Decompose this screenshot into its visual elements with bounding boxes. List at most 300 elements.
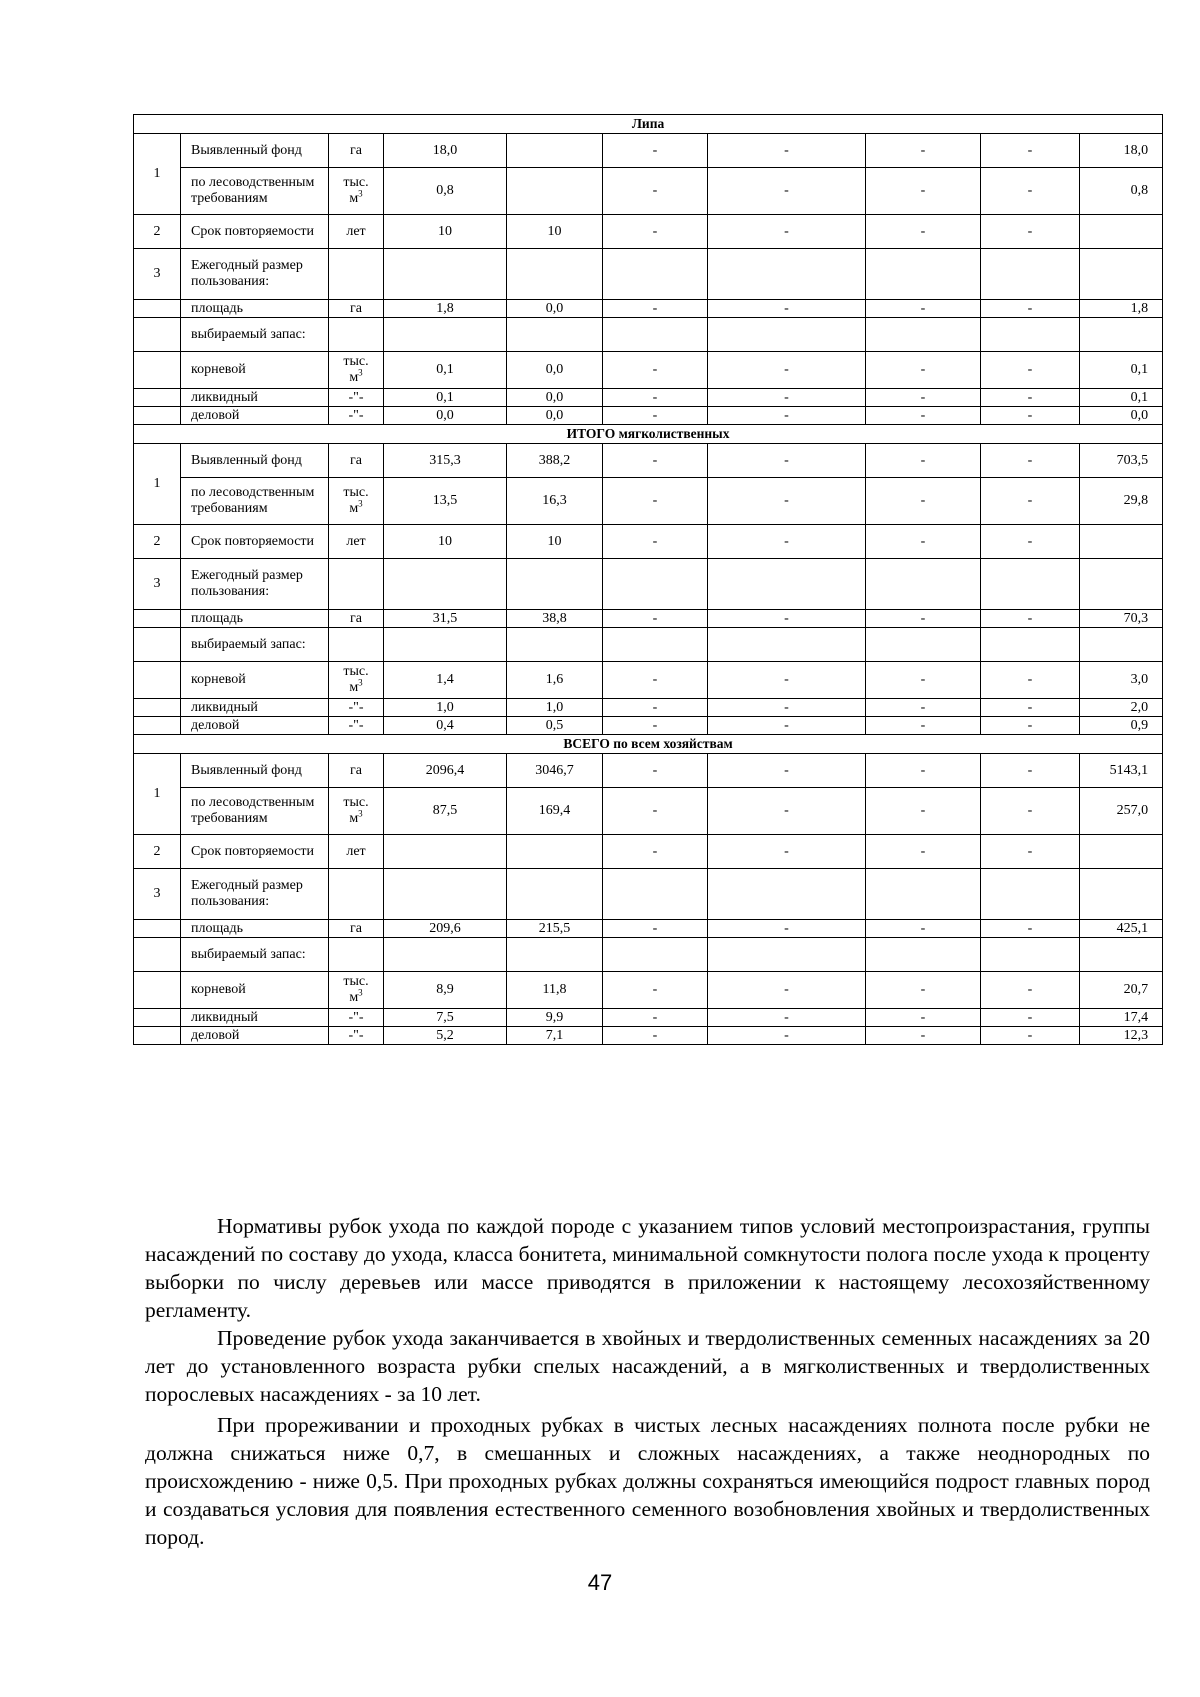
dash-cell	[866, 628, 981, 662]
dash-cell	[866, 938, 981, 972]
dash-cell: -	[603, 352, 708, 389]
dash-cell: -	[708, 835, 866, 869]
dash-cell: -	[981, 389, 1080, 407]
dash-cell: -	[603, 215, 708, 249]
dash-cell: -	[708, 788, 866, 835]
section-title: ИТОГО мягколиственных	[134, 425, 1163, 444]
dash-cell: -	[981, 134, 1080, 168]
total-cell	[1080, 215, 1163, 249]
row-number: 3	[134, 869, 181, 920]
total-cell: 29,8	[1080, 478, 1163, 525]
dash-cell: -	[708, 1027, 866, 1045]
param-label: Выявленный фонд	[181, 444, 329, 478]
value-cell: 1,4	[384, 662, 507, 699]
dash-cell	[866, 249, 981, 300]
dash-cell	[708, 869, 866, 920]
param-label: выбираемый запас:	[181, 318, 329, 352]
unit-cube: 3	[358, 188, 363, 199]
total-cell: 0,0	[1080, 407, 1163, 425]
value-cell: 7,5	[384, 1009, 507, 1027]
dash-cell: -	[866, 835, 981, 869]
unit-cell	[329, 168, 384, 215]
unit-thousand: тыс.	[343, 175, 369, 190]
dash-cell: -	[708, 300, 866, 318]
unit-cell: -"-	[329, 1027, 384, 1045]
unit-cell	[329, 352, 384, 389]
dash-cell	[603, 249, 708, 300]
unit-thousand: тыс.	[343, 664, 369, 679]
dash-cell	[603, 869, 708, 920]
table-row	[134, 318, 1163, 352]
param-label: деловой	[181, 1027, 329, 1045]
dash-cell: -	[981, 1027, 1080, 1045]
row-number-empty	[134, 1027, 181, 1045]
dash-cell: -	[981, 610, 1080, 628]
unit-cell: -"-	[329, 699, 384, 717]
value-cell: 0,1	[384, 352, 507, 389]
param-label: корневой	[181, 662, 329, 699]
unit-meter: м	[349, 811, 359, 826]
dash-cell: -	[981, 835, 1080, 869]
dash-cell: -	[866, 352, 981, 389]
unit-cube: 3	[358, 498, 363, 509]
unit-cell: -"-	[329, 1009, 384, 1027]
value-cell	[384, 559, 507, 610]
value-cell: 87,5	[384, 788, 507, 835]
dash-cell: -	[708, 920, 866, 938]
table-row	[134, 835, 1163, 869]
value-cell: 388,2	[507, 444, 603, 478]
dash-cell	[981, 249, 1080, 300]
dash-cell: -	[708, 407, 866, 425]
dash-cell: -	[866, 754, 981, 788]
row-number-empty	[134, 972, 181, 1009]
dash-cell: -	[981, 788, 1080, 835]
value-cell	[507, 835, 603, 869]
unit-cell: -"-	[329, 389, 384, 407]
param-label: ликвидный	[181, 1009, 329, 1027]
value-cell: 1,6	[507, 662, 603, 699]
dash-cell: -	[866, 478, 981, 525]
dash-cell: -	[603, 662, 708, 699]
row-number: 3	[134, 559, 181, 610]
dash-cell: -	[603, 788, 708, 835]
table-row	[134, 717, 1163, 735]
unit-cell: лет	[329, 215, 384, 249]
param-label: выбираемый запас:	[181, 938, 329, 972]
value-cell: 10	[507, 215, 603, 249]
dash-cell: -	[981, 662, 1080, 699]
value-cell: 11,8	[507, 972, 603, 1009]
total-cell: 12,3	[1080, 1027, 1163, 1045]
dash-cell: -	[866, 300, 981, 318]
total-cell	[1080, 318, 1163, 352]
table-row	[134, 478, 1163, 525]
dash-cell	[866, 318, 981, 352]
section-title: ВСЕГО по всем хозяйствам	[134, 735, 1163, 754]
value-cell: 9,9	[507, 1009, 603, 1027]
dash-cell	[603, 938, 708, 972]
total-cell	[1080, 869, 1163, 920]
value-cell: 0,0	[384, 407, 507, 425]
dash-cell: -	[866, 1009, 981, 1027]
dash-cell: -	[708, 525, 866, 559]
dash-cell: -	[708, 168, 866, 215]
dash-cell: -	[866, 1027, 981, 1045]
unit-meter: м	[349, 370, 359, 385]
row-number-empty	[134, 318, 181, 352]
unit-cell	[329, 938, 384, 972]
dash-cell: -	[603, 699, 708, 717]
unit-cell	[329, 628, 384, 662]
value-cell	[384, 938, 507, 972]
dash-cell	[603, 559, 708, 610]
dash-cell: -	[981, 525, 1080, 559]
dash-cell: -	[866, 662, 981, 699]
unit-cell	[329, 249, 384, 300]
total-cell	[1080, 938, 1163, 972]
unit-cell	[329, 318, 384, 352]
param-label: выбираемый запас:	[181, 628, 329, 662]
total-cell: 3,0	[1080, 662, 1163, 699]
unit-cell: -"-	[329, 407, 384, 425]
value-cell: 7,1	[507, 1027, 603, 1045]
value-cell	[384, 628, 507, 662]
dash-cell: -	[981, 717, 1080, 735]
dash-cell	[603, 628, 708, 662]
table-row	[134, 168, 1163, 215]
value-cell	[507, 134, 603, 168]
dash-cell: -	[981, 168, 1080, 215]
dash-cell: -	[708, 352, 866, 389]
param-label: площадь	[181, 610, 329, 628]
unit-cell: -"-	[329, 717, 384, 735]
value-cell: 0,0	[507, 300, 603, 318]
dash-cell	[981, 318, 1080, 352]
value-cell: 209,6	[384, 920, 507, 938]
forestry-table	[133, 114, 1163, 1045]
total-cell	[1080, 249, 1163, 300]
total-cell: 70,3	[1080, 610, 1163, 628]
dash-cell: -	[708, 754, 866, 788]
total-cell	[1080, 628, 1163, 662]
dash-cell: -	[603, 478, 708, 525]
value-cell: 3046,7	[507, 754, 603, 788]
dash-cell: -	[603, 168, 708, 215]
unit-thousand: тыс.	[343, 354, 369, 369]
table-row	[134, 610, 1163, 628]
dash-cell: -	[866, 407, 981, 425]
dash-cell	[981, 628, 1080, 662]
row-number: 2	[134, 215, 181, 249]
unit-meter: м	[349, 191, 359, 206]
dash-cell	[708, 559, 866, 610]
dash-cell: -	[603, 1027, 708, 1045]
param-label: Срок повторяемости	[181, 835, 329, 869]
unit-cell: га	[329, 134, 384, 168]
dash-cell: -	[866, 134, 981, 168]
dash-cell: -	[866, 972, 981, 1009]
paragraph-norms: Нормативы рубок ухода по каждой породе с указанием типов условий местопроизрастания, группы насаждений по составу до ухода, класса бонитета, минимальной сомкнутости полога после ухода к проценту выборки по числу деревьев или массе приводятся в приложении к настоящему лесохозяйственному регламенту.	[145, 1214, 1150, 1322]
value-cell	[507, 938, 603, 972]
param-label: ликвидный	[181, 389, 329, 407]
value-cell	[384, 835, 507, 869]
dash-cell: -	[708, 478, 866, 525]
dash-cell: -	[708, 215, 866, 249]
table-row	[134, 788, 1163, 835]
unit-cube: 3	[358, 808, 363, 819]
dash-cell: -	[708, 610, 866, 628]
dash-cell: -	[981, 1009, 1080, 1027]
table-row	[134, 215, 1163, 249]
dash-cell: -	[708, 1009, 866, 1027]
dash-cell: -	[603, 610, 708, 628]
value-cell	[384, 869, 507, 920]
dash-cell: -	[866, 444, 981, 478]
param-label: Ежегодный размер пользования:	[181, 249, 329, 300]
unit-cell	[329, 559, 384, 610]
dash-cell	[981, 869, 1080, 920]
dash-cell: -	[708, 134, 866, 168]
table-row	[134, 249, 1163, 300]
row-number-empty	[134, 628, 181, 662]
total-cell: 257,0	[1080, 788, 1163, 835]
row-number-empty	[134, 352, 181, 389]
unit-cell: га	[329, 444, 384, 478]
value-cell: 1,8	[384, 300, 507, 318]
dash-cell: -	[866, 920, 981, 938]
dash-cell: -	[981, 352, 1080, 389]
row-number: 1	[134, 754, 181, 835]
dash-cell: -	[981, 972, 1080, 1009]
unit-thousand: тыс.	[343, 485, 369, 500]
dash-cell: -	[981, 699, 1080, 717]
dash-cell: -	[708, 699, 866, 717]
value-cell: 315,3	[384, 444, 507, 478]
value-cell: 18,0	[384, 134, 507, 168]
total-cell: 425,1	[1080, 920, 1163, 938]
total-cell: 5143,1	[1080, 754, 1163, 788]
dash-cell: -	[866, 168, 981, 215]
dash-cell: -	[866, 610, 981, 628]
param-label: Ежегодный размер пользования:	[181, 559, 329, 610]
value-cell: 2096,4	[384, 754, 507, 788]
row-number-empty	[134, 938, 181, 972]
dash-cell	[866, 559, 981, 610]
row-number-empty	[134, 1009, 181, 1027]
total-cell: 20,7	[1080, 972, 1163, 1009]
unit-meter: м	[349, 990, 359, 1005]
unit-cube: 3	[358, 367, 363, 378]
dash-cell: -	[603, 444, 708, 478]
dash-cell	[708, 249, 866, 300]
param-label: по лесоводственным требованиям	[181, 168, 329, 215]
value-cell: 8,9	[384, 972, 507, 1009]
value-cell: 10	[507, 525, 603, 559]
dash-cell: -	[866, 788, 981, 835]
value-cell	[507, 168, 603, 215]
dash-cell: -	[603, 300, 708, 318]
param-label: площадь	[181, 920, 329, 938]
paragraph-thinning: При прореживании и проходных рубках в чистых лесных насаждениях полнота после рубки не должна снижаться ниже 0,7, в смешанных и сложных насаждениях, а также неоднородных по происхождению - ниже 0,5. При проходных рубках должны сохраняться имеющийся подрост главных пород и создаваться условия для появления естественного семенного возобновления хвойных и твердолиственных пород.	[145, 1413, 1150, 1549]
row-number-empty	[134, 699, 181, 717]
param-label: Выявленный фонд	[181, 754, 329, 788]
dash-cell: -	[866, 699, 981, 717]
param-label: Срок повторяемости	[181, 525, 329, 559]
dash-cell: -	[981, 478, 1080, 525]
value-cell: 0,1	[384, 389, 507, 407]
dash-cell: -	[708, 444, 866, 478]
total-cell: 0,1	[1080, 389, 1163, 407]
table-row	[134, 938, 1163, 972]
paragraph-completion: Проведение рубок ухода заканчивается в хвойных и твердолиственных семенных насаждениях за 20 лет до установленного возраста рубки спелых насаждений, а в мягколиственных и твердолиственных порослевых насаждениях - за 10 лет.	[145, 1326, 1150, 1406]
value-cell: 0,5	[507, 717, 603, 735]
total-cell	[1080, 835, 1163, 869]
dash-cell: -	[708, 389, 866, 407]
value-cell: 0,0	[507, 352, 603, 389]
row-number: 2	[134, 525, 181, 559]
unit-cell	[329, 478, 384, 525]
total-cell: 18,0	[1080, 134, 1163, 168]
total-cell	[1080, 559, 1163, 610]
unit-meter: м	[349, 501, 359, 516]
table-row	[134, 1009, 1163, 1027]
dash-cell	[866, 869, 981, 920]
unit-cell	[329, 972, 384, 1009]
value-cell	[507, 559, 603, 610]
total-cell: 2,0	[1080, 699, 1163, 717]
row-number: 3	[134, 249, 181, 300]
unit-cell: га	[329, 754, 384, 788]
dash-cell: -	[603, 389, 708, 407]
table-row	[134, 920, 1163, 938]
value-cell	[507, 869, 603, 920]
table-row	[134, 972, 1163, 1009]
row-number-empty	[134, 389, 181, 407]
param-label: корневой	[181, 972, 329, 1009]
total-cell: 0,8	[1080, 168, 1163, 215]
table-row	[134, 1027, 1163, 1045]
dash-cell: -	[603, 525, 708, 559]
dash-cell: -	[603, 1009, 708, 1027]
dash-cell: -	[603, 754, 708, 788]
section-header-row	[134, 115, 1163, 134]
param-label: Срок повторяемости	[181, 215, 329, 249]
value-cell	[507, 318, 603, 352]
dash-cell	[603, 318, 708, 352]
dash-cell: -	[866, 525, 981, 559]
dash-cell: -	[981, 920, 1080, 938]
total-cell: 703,5	[1080, 444, 1163, 478]
unit-cell: лет	[329, 835, 384, 869]
value-cell	[507, 249, 603, 300]
param-label: по лесоводственным требованиям	[181, 788, 329, 835]
unit-thousand: тыс.	[343, 795, 369, 810]
unit-cube: 3	[358, 677, 363, 688]
param-label: по лесоводственным требованиям	[181, 478, 329, 525]
value-cell: 1,0	[507, 699, 603, 717]
dash-cell: -	[866, 717, 981, 735]
row-number-empty	[134, 407, 181, 425]
unit-cell: га	[329, 300, 384, 318]
table-row	[134, 352, 1163, 389]
row-number-empty	[134, 662, 181, 699]
unit-cell: га	[329, 920, 384, 938]
value-cell: 10	[384, 525, 507, 559]
dash-cell: -	[981, 300, 1080, 318]
dash-cell	[708, 938, 866, 972]
value-cell: 0,8	[384, 168, 507, 215]
dash-cell	[708, 318, 866, 352]
table-row	[134, 134, 1163, 168]
value-cell: 1,0	[384, 699, 507, 717]
total-cell: 0,1	[1080, 352, 1163, 389]
dash-cell: -	[866, 389, 981, 407]
param-label: деловой	[181, 717, 329, 735]
row-number-empty	[134, 717, 181, 735]
value-cell: 5,2	[384, 1027, 507, 1045]
table-row	[134, 407, 1163, 425]
dash-cell: -	[708, 717, 866, 735]
dash-cell: -	[603, 972, 708, 1009]
value-cell: 0,4	[384, 717, 507, 735]
total-cell: 1,8	[1080, 300, 1163, 318]
row-number: 1	[134, 444, 181, 525]
page-number: 47	[587, 1570, 613, 1595]
dash-cell: -	[981, 754, 1080, 788]
dash-cell: -	[603, 407, 708, 425]
dash-cell	[981, 559, 1080, 610]
value-cell	[507, 628, 603, 662]
value-cell: 31,5	[384, 610, 507, 628]
table-row	[134, 559, 1163, 610]
value-cell: 16,3	[507, 478, 603, 525]
dash-cell	[708, 628, 866, 662]
section-header-row	[134, 425, 1163, 444]
table-row	[134, 662, 1163, 699]
dash-cell: -	[981, 444, 1080, 478]
total-cell: 0,9	[1080, 717, 1163, 735]
value-cell: 215,5	[507, 920, 603, 938]
table-row	[134, 699, 1163, 717]
dash-cell	[981, 938, 1080, 972]
dash-cell: -	[603, 835, 708, 869]
row-number-empty	[134, 610, 181, 628]
dash-cell: -	[603, 717, 708, 735]
row-number: 1	[134, 134, 181, 215]
value-cell: 10	[384, 215, 507, 249]
unit-meter: м	[349, 680, 359, 695]
unit-thousand: тыс.	[343, 974, 369, 989]
value-cell	[384, 249, 507, 300]
unit-cell	[329, 788, 384, 835]
param-label: ликвидный	[181, 699, 329, 717]
dash-cell: -	[708, 662, 866, 699]
unit-cell	[329, 662, 384, 699]
table-row	[134, 754, 1163, 788]
param-label: площадь	[181, 300, 329, 318]
dash-cell: -	[603, 920, 708, 938]
table-row	[134, 444, 1163, 478]
total-cell: 17,4	[1080, 1009, 1163, 1027]
param-label: Выявленный фонд	[181, 134, 329, 168]
value-cell: 13,5	[384, 478, 507, 525]
param-label: Ежегодный размер пользования:	[181, 869, 329, 920]
value-cell: 169,4	[507, 788, 603, 835]
row-number: 2	[134, 835, 181, 869]
dash-cell: -	[866, 215, 981, 249]
total-cell	[1080, 525, 1163, 559]
